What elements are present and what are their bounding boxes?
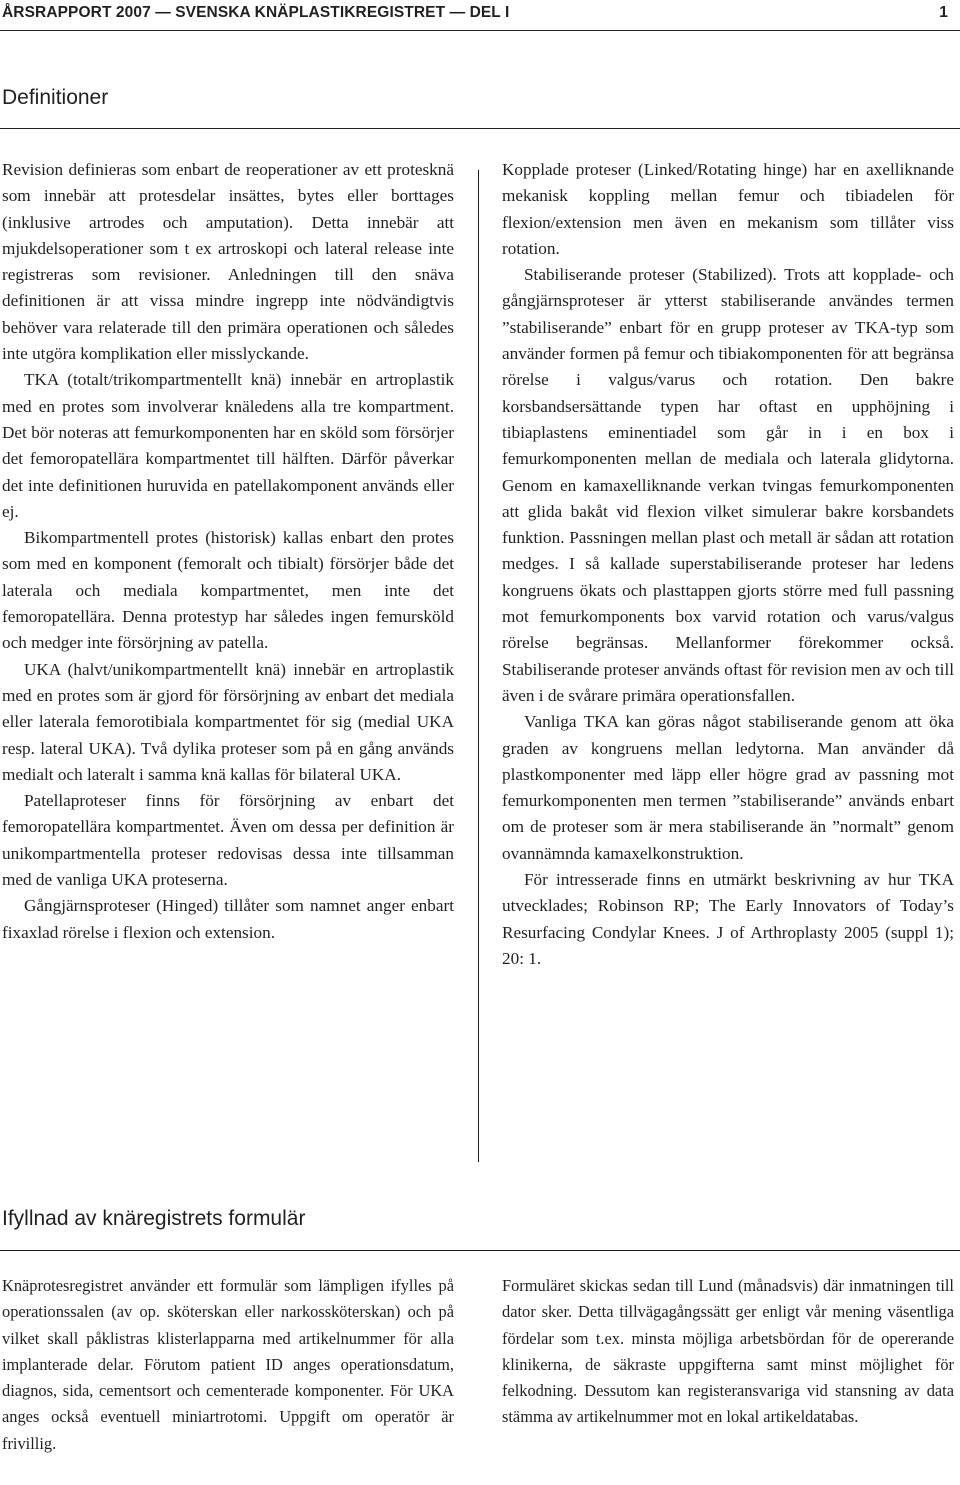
form-rule <box>0 1250 960 1251</box>
form-heading: Ifyllnad av knäregistrets formulär <box>2 1207 306 1230</box>
column-divider <box>478 170 479 1162</box>
paragraph-patella: Patellaproteser finns för försörjning av enbart det femoropatellära kompartmentet. Även om dessa per definition är unikompartmentella proteser redovisas dessa inte tillsamman med de vanliga UKA proteserna. <box>2 791 454 890</box>
form-left-column <box>2 1273 454 1457</box>
paragraph-linked: Kopplade proteser (Linked/Rotating hinge) har en axelliknande mekanisk koppling mellan femur och tibiadelen för flexion/extension men även en mekanism som tillåter viss rotation. <box>502 160 954 258</box>
running-header <box>0 2 960 26</box>
definitions-rule <box>0 128 960 129</box>
definitions-right-column <box>502 157 954 972</box>
definitions-left-column <box>2 157 454 946</box>
paragraph-revision: Revision definieras som enbart de reoperationer av ett protesknä som innebär att protesdelar insättes, bytes eller borttages (inklusive artrodes och amputation). Detta innebär att mjukdelsoperationer som t ex artroskopi och lateral release inte registreras som revisioner. Anledningen till den snäva definitionen är att vissa mindre ingrepp inte nödvändigtvis behöver vara relaterade till den primära operationen och således inte utgöra komplikation eller misslyckande. <box>2 160 454 364</box>
paragraph-uka: UKA (halvt/unikompartmentellt knä) innebär en artroplastik med en protes som är gjord för försörjning av enbart det mediala eller laterala femorotibiala kompartmentet för sig (medial UKA resp. lateral UKA). Två dylika proteser som på en gång används medialt och lateralt i samma knä kallas för bilateral UKA. <box>2 659 454 784</box>
paragraph-congruence: Vanliga TKA kan göras något stabiliserande genom att öka graden av kongruens mellan ledytorna. Man använder då plastkomponenter med läpp eller högre grad av passning mot femurkomponenten men termen ”stabiliserande” används enbart om de proteser som är mera stabiliserande än ”normalt” genom ovannämnda kamaxelkonstruktion. <box>502 712 954 863</box>
paragraph-bicompartmental: Bikompartmentell protes (historisk) kallas enbart den protes som med en komponent (femoralt och tibialt) försörjer både det laterala och mediala kompartmentet, men inte det femoropatellära. Denna protestyp har således ingen femursköld och medger inte försörjning av patella. <box>2 528 454 653</box>
page-number: 1 <box>939 4 948 21</box>
paragraph-form-processing: Formuläret skickas sedan till Lund (månadsvis) där inmatningen till dator sker. Detta tillvägagångssätt ger enligt vår mening väsentliga fördelar som t.ex. minsta möjliga arbetsbördan för de opererande klinikerna, de säkraste uppgifterna samt minst möjlighet för felkodning. Dessutom kan registeransvariga vid stansning av data stämma av artikelnummer mot en lokal artikeldatabas. <box>502 1276 954 1427</box>
paragraph-hinged: Gångjärnsproteser (Hinged) tillåter som namnet anger enbart fixaxlad rörelse i flexion och extension. <box>2 896 454 942</box>
paragraph-tka: TKA (totalt/trikompartmentellt knä) innebär en artroplastik med en protes som involverar knäledens alla tre kompartment. Det bör noteras att femurkomponenten har en sköld som försörjer det femoropatellära kompartmentet till hälften. Därför påverkar det inte definitionen huruvida en patellakomponent används eller ej. <box>2 370 454 521</box>
form-right-column <box>502 1273 954 1431</box>
definitions-heading: Definitioner <box>2 86 109 109</box>
paragraph-form-usage: Knäprotesregistret använder ett formulär som lämpligen ifylles på operationssalen (av op. sköterskan eller narkossköterskan) och på vilket skall påklistras klisterlapparna med artikelnummer för alla implanterade delar. Förutom patient ID anges operationsdatum, diagnos, sida, cementsort och cementerade komponenter. För UKA anges också eventuell miniartrotomi. Uppgift om operatör är frivillig. <box>2 1276 454 1453</box>
paragraph-reference: För intresserade finns en utmärkt beskrivning av hur TKA utvecklades; Robinson RP; The Early Innovators of Today’s Resurfacing Condylar Knees. J of Arthroplasty 2005 (suppl 1); 20: 1. <box>502 870 954 968</box>
report-title: ÅRSRAPPORT 2007 — SVENSKA KNÄPLASTIKREGISTRET — DEL I <box>2 4 510 21</box>
paragraph-stabilized: Stabiliserande proteser (Stabilized). Trots att kopplade- och gångjärnsproteser är ytterst stabiliserande användes termen ”stabiliserande” enbart för en grupp proteser av TKA-typ som använder formen på femur och tibiakomponenten för att begränsa rörelse i valgus/varus och rotation. Den bakre korsbandsersättande typen har oftast en upphöjning i tibiaplastens eminentiadel som går in i en box i femurkomponenten mellan de mediala och laterala glidytorna. Genom en kamaxelliknande verkan tvingas femurkomponenten att glida bakåt vid flexion vilket simulerar bakre korsbandets funktion. Passningen mellan plast och metall är sådan att rotation medges. I så kallade superstabiliserande proteser har ledens kongruens ökats och plasttappen gjorts större med full passning mot femurkomponents box varvid rotation och varus/valgus rörelse begränsas. Mellanformer förekommer också. Stabiliserande proteser används oftast för revision men av och till även i de svårare primära operationsfallen. <box>502 265 954 705</box>
header-rule <box>0 30 960 31</box>
